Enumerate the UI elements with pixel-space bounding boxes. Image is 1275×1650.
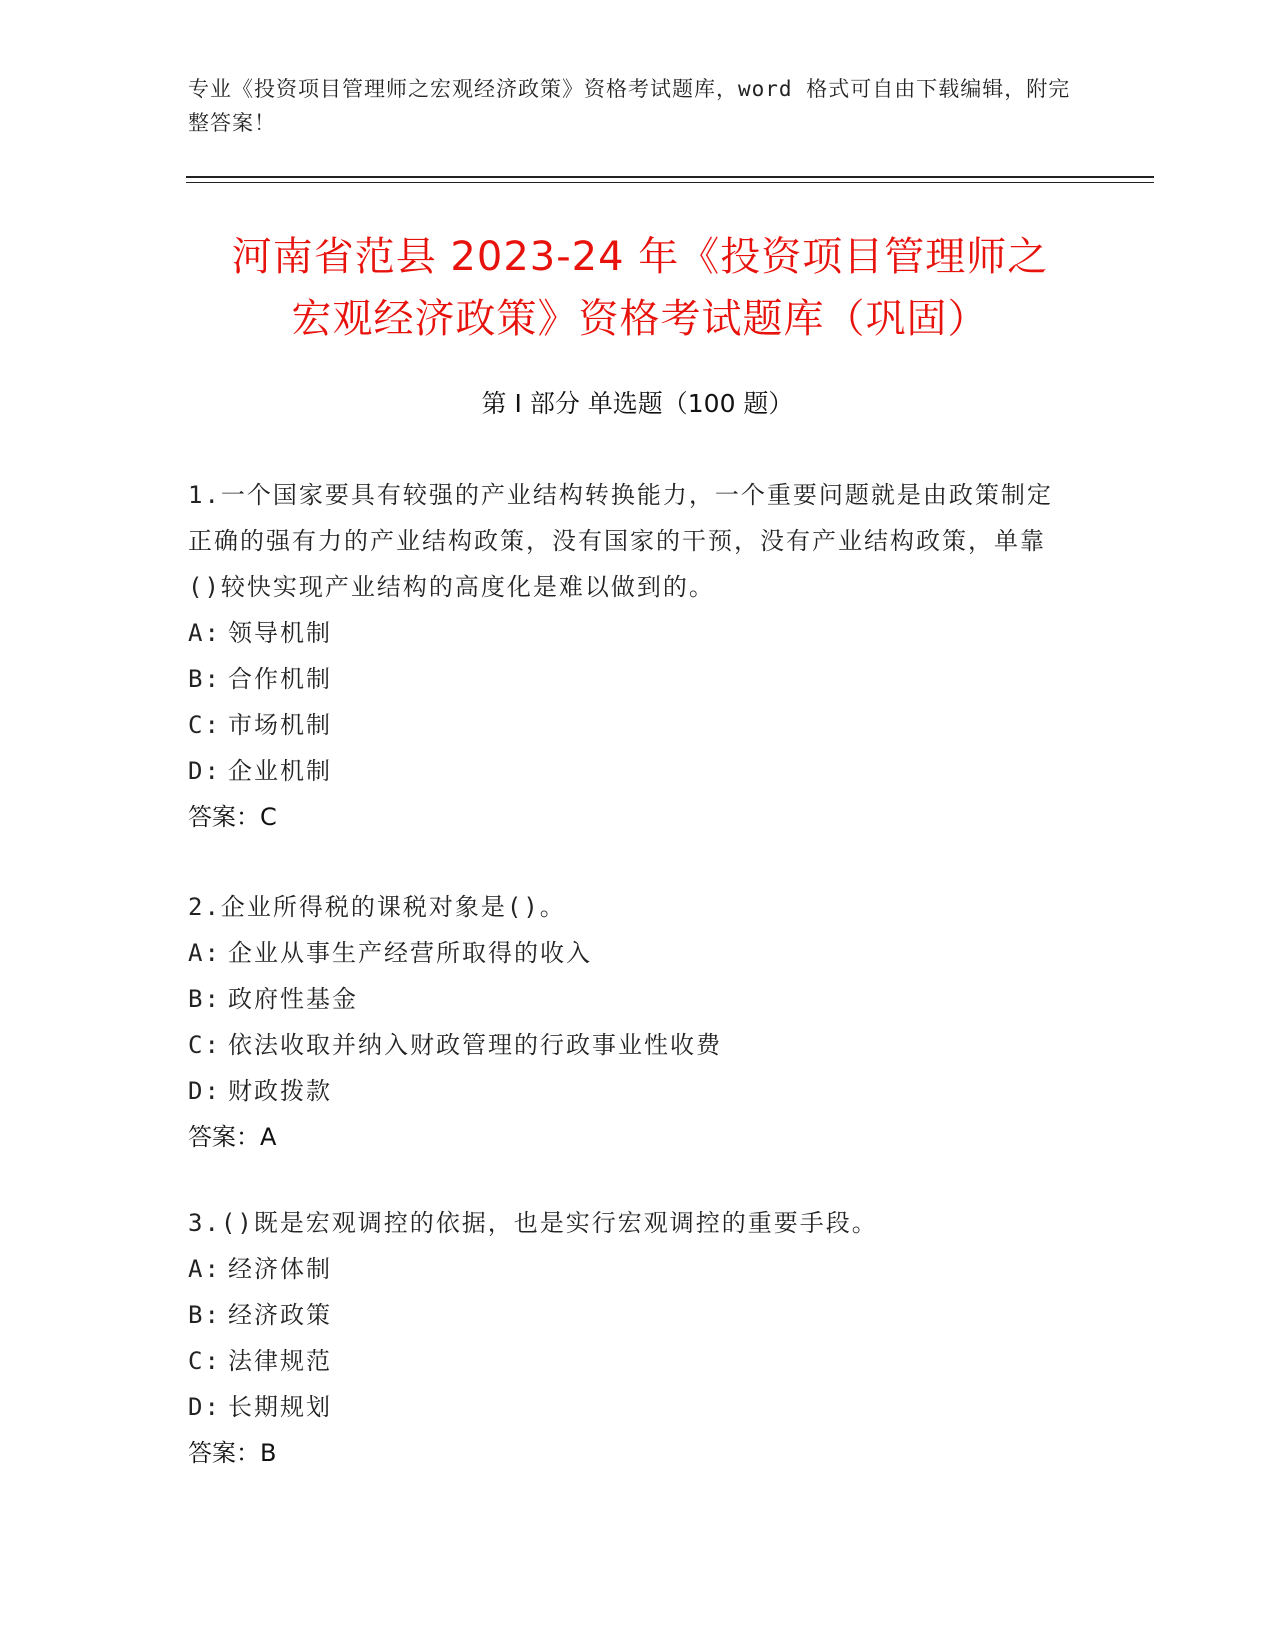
option-key: D:: [188, 1077, 221, 1105]
option-text: 合作机制: [228, 665, 332, 693]
answer: 答案：C: [188, 803, 277, 831]
option-c: [188, 1022, 1068, 1068]
option-text: 法律规范: [228, 1347, 332, 1375]
option-b: [188, 976, 1068, 1022]
option-c: [188, 1338, 1068, 1384]
option-key: A:: [188, 939, 221, 967]
option-key: A:: [188, 619, 221, 647]
option-text: 企业从事生产经营所取得的收入: [228, 939, 592, 967]
option-text: 财政拨款: [228, 1077, 332, 1105]
answer: 答案：A: [188, 1123, 277, 1151]
option-key: A:: [188, 1255, 221, 1283]
option-key: C:: [188, 711, 221, 739]
option-d: [188, 748, 1068, 794]
option-key: C:: [188, 1347, 221, 1375]
option-key: B:: [188, 1301, 221, 1329]
option-d: [188, 1384, 1068, 1430]
option-b: [188, 656, 1068, 702]
option-key: D:: [188, 1393, 221, 1421]
header-rule-thin: [186, 182, 1154, 183]
option-d: [188, 1068, 1068, 1114]
header-note: 专业《投资项目管理师之宏观经济政策》资格考试题库，word 格式可自由下载编辑，附完整答案！: [188, 77, 1071, 135]
document-title: [160, 226, 1120, 350]
question-text: 2.企业所得税的课税对象是()。: [188, 893, 566, 921]
option-key: B:: [188, 985, 221, 1013]
option-c: [188, 702, 1068, 748]
option-key: C:: [188, 1031, 221, 1059]
title-line-1: 河南省范县 2023-24 年《投资项目管理师之: [231, 234, 1049, 280]
option-text: 市场机制: [228, 711, 332, 739]
option-key: B:: [188, 665, 221, 693]
option-a: [188, 1246, 1068, 1292]
option-text: 企业机制: [228, 757, 332, 785]
option-b: [188, 1292, 1068, 1338]
section-title: 第 I 部分 单选题（100 题）: [481, 389, 794, 418]
option-text: 领导机制: [228, 619, 332, 647]
title-line-2: 宏观经济政策》资格考试题库（巩固）: [291, 296, 989, 342]
option-text: 经济政策: [228, 1301, 332, 1329]
option-a: [188, 930, 1068, 976]
option-a: [188, 610, 1068, 656]
question-1: [188, 472, 1068, 840]
option-text: 长期规划: [228, 1393, 332, 1421]
question-3: [188, 1200, 1068, 1476]
option-key: D:: [188, 757, 221, 785]
option-text: 政府性基金: [228, 985, 358, 1013]
question-2: [188, 884, 1068, 1160]
header-rule-thick: [186, 176, 1154, 178]
question-text: 1.一个国家要具有较强的产业结构转换能力，一个重要问题就是由政策制定正确的强有力的产业结构政策，没有国家的干预，没有产业结构政策，单靠()较快实现产业结构的高度化是难以做到的。: [188, 481, 1053, 601]
answer: 答案：B: [188, 1439, 277, 1467]
question-text: 3.()既是宏观调控的依据，也是实行宏观调控的重要手段。: [188, 1209, 878, 1237]
option-text: 经济体制: [228, 1255, 332, 1283]
option-text: 依法收取并纳入财政管理的行政事业性收费: [228, 1031, 722, 1059]
